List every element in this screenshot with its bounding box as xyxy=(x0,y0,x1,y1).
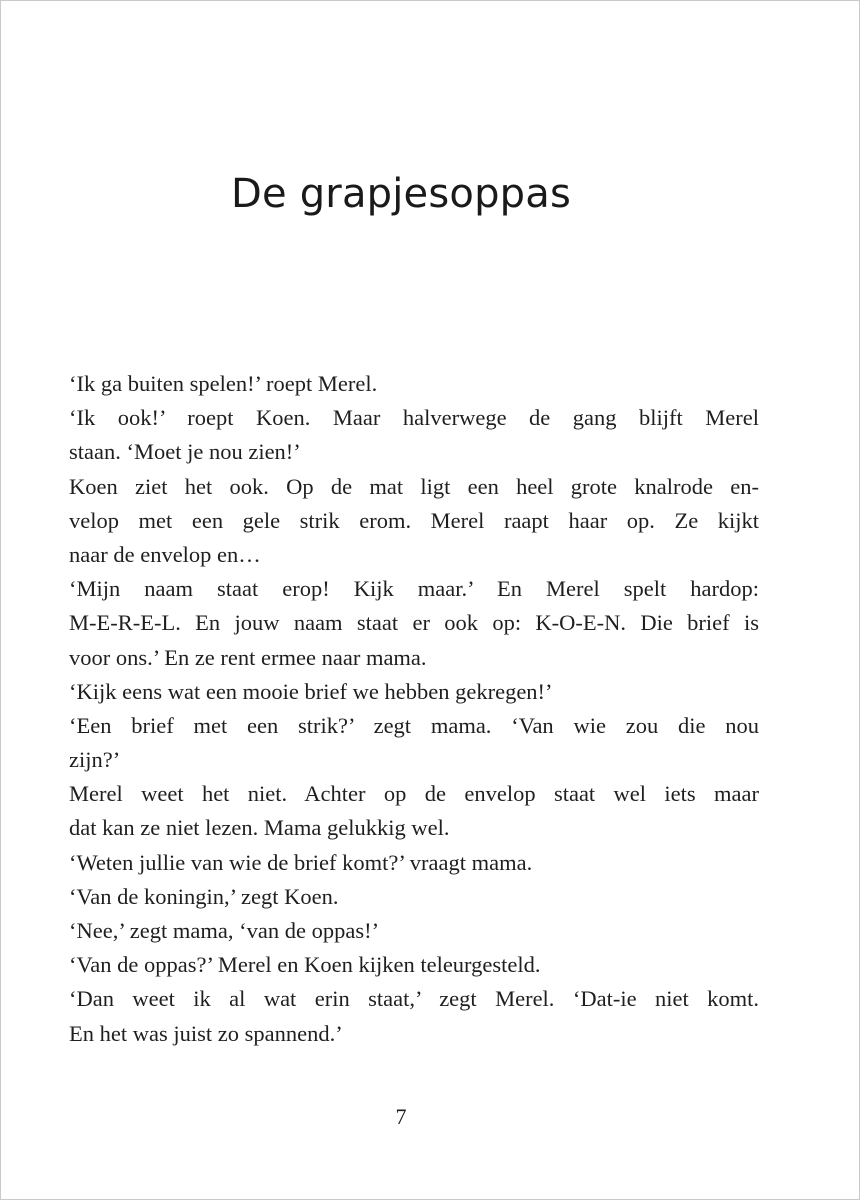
text-line: voor ons.’ En ze rent ermee naar mama. xyxy=(69,644,427,670)
chapter-title: De grapjesoppas xyxy=(230,171,572,217)
text-line: Merel weet het niet. Achter op de envelop staat wel iets maar xyxy=(69,781,759,807)
text-line: ‘Dan weet ik al wat erin staat,’ zegt Merel. ‘Dat-ie niet komt. xyxy=(69,986,759,1012)
page-number: 7 xyxy=(395,1104,407,1129)
text-line: En het was juist zo spannend.’ xyxy=(69,1020,343,1046)
text-line: Koen ziet het ook. Op de mat ligt een heel grote knalrode en- xyxy=(69,473,759,499)
text-line: ‘Kijk eens wat een mooie brief we hebben gekregen!’ xyxy=(69,678,553,704)
text-line: staan. ‘Moet je nou zien!’ xyxy=(69,439,301,465)
text-line: dat kan ze niet lezen. Mama gelukkig wel. xyxy=(69,815,450,841)
text-line: zijn?’ xyxy=(69,747,121,773)
text-line: ‘Een brief met een strik?’ zegt mama. ‘Van wie zou die nou xyxy=(69,712,759,738)
chapter-body xyxy=(69,367,759,1051)
text-line: naar de envelop en… xyxy=(69,541,261,567)
text-line: ‘Van de oppas?’ Merel en Koen kijken teleurgesteld. xyxy=(69,952,541,978)
text-line: velop met een gele strik erom. Merel raapt haar op. Ze kijkt xyxy=(69,507,759,533)
text-line: ‘Weten jullie van wie de brief komt?’ vraagt mama. xyxy=(69,849,533,875)
text-line: ‘Nee,’ zegt mama, ‘van de oppas!’ xyxy=(69,918,380,943)
text-line: M-E-R-E-L. En jouw naam staat er ook op: K-O-E-N. Die brief is xyxy=(69,610,759,636)
text-line: ‘Mijn naam staat erop! Kijk maar.’ En Merel spelt hardop: xyxy=(69,576,759,602)
text-line: ‘Ik ook!’ roept Koen. Maar halverwege de gang blijft Merel xyxy=(69,405,759,431)
text-line: ‘Ik ga buiten spelen!’ roept Merel. xyxy=(69,371,378,396)
text-line: ‘Van de koningin,’ zegt Koen. xyxy=(69,883,339,909)
